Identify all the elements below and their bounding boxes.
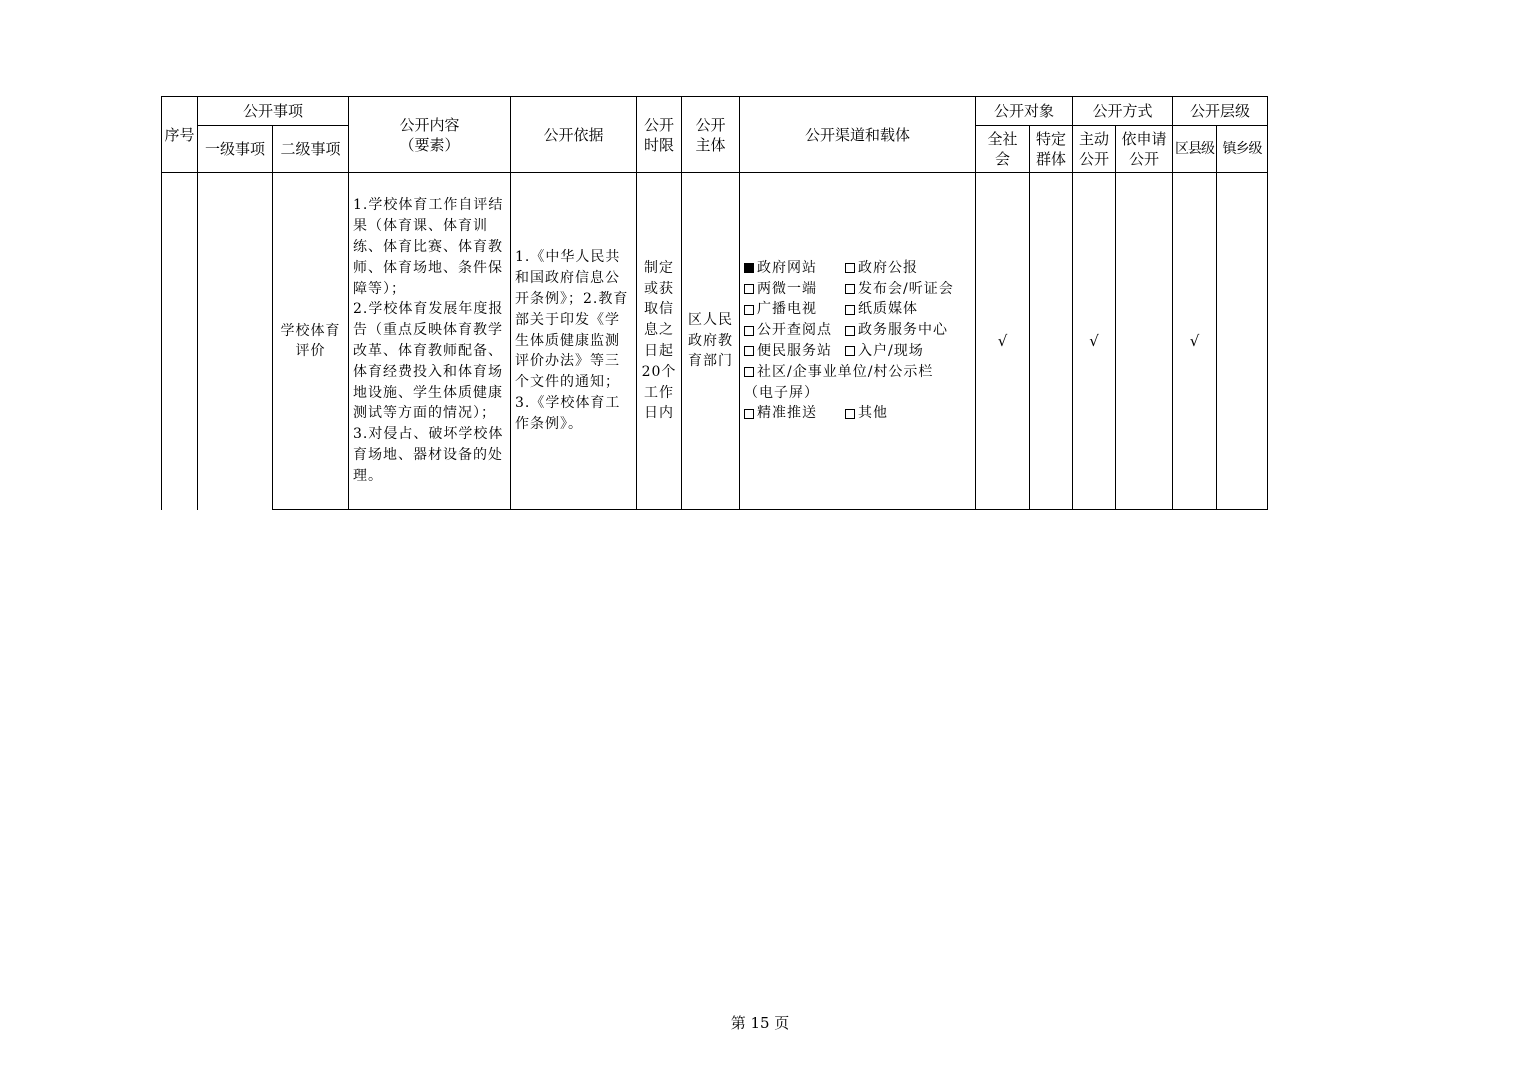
channel-option	[744, 299, 845, 320]
header-level1: 一级事项	[198, 126, 273, 173]
channel-option-label: 政府公报	[858, 259, 918, 276]
header-subject: 公开 主体	[682, 97, 740, 173]
channel-option	[744, 341, 845, 362]
channel-option	[845, 279, 954, 300]
channel-option-label: （电子屏）	[744, 384, 819, 401]
header-items-group: 公开事项	[198, 97, 349, 126]
channel-option-label: 精准推送	[757, 405, 817, 422]
channel-option-label: 政务服务中心	[858, 322, 948, 339]
unchecked-box-icon	[845, 305, 855, 315]
channel-option-label: 政府网站	[757, 259, 817, 276]
row-target-specific	[1030, 173, 1073, 510]
unchecked-box-icon	[744, 367, 754, 377]
row-subject: 区人民 政府教 育部门	[682, 173, 740, 510]
header-time-limit: 公开 时限	[637, 97, 682, 173]
header-basis: 公开依据	[511, 97, 637, 173]
header-method-apply: 依申请 公开	[1116, 126, 1173, 173]
unchecked-box-icon	[744, 346, 754, 356]
channel-row	[744, 383, 975, 404]
checked-box-icon	[744, 263, 754, 273]
channel-row	[744, 403, 975, 424]
channel-option-label: 社区/企事业单位/村公示栏	[757, 363, 934, 380]
row-basis: 1.《中华人民共和国政府信息公开条例》；2.教育部关于印发《学生体质健康监测评价办法》等三个文件的通知；3.《学校体育工作条例》。	[511, 173, 637, 510]
channel-row	[744, 362, 975, 383]
channel-option-label: 便民服务站	[757, 343, 832, 359]
channel-option	[744, 383, 819, 404]
row-time-limit: 制定 或获 取信 息之 日起 20个 工作 日内	[637, 173, 682, 510]
channel-row	[744, 299, 975, 320]
channel-row	[744, 320, 975, 341]
header-level-district: 区县级	[1173, 126, 1217, 173]
channel-row	[744, 279, 975, 300]
unchecked-box-icon	[845, 346, 855, 356]
header-level-group: 公开层级	[1173, 97, 1268, 126]
channel-row	[744, 341, 975, 362]
unchecked-box-icon	[744, 326, 754, 336]
unchecked-box-icon	[744, 305, 754, 315]
row-level-town	[1217, 173, 1268, 510]
header-target-all: 全社 会	[976, 126, 1030, 173]
header-level2: 二级事项	[273, 126, 349, 173]
channel-option	[744, 362, 933, 383]
channel-option-label: 纸质媒体	[858, 301, 918, 318]
row-channels	[740, 173, 976, 510]
header-content: 公开内容 （要素）	[349, 97, 511, 173]
header-seq: 序号	[162, 97, 198, 173]
header-target-group: 公开对象	[976, 97, 1073, 126]
unchecked-box-icon	[744, 284, 754, 294]
channel-option	[744, 403, 845, 424]
row-target-all: √	[976, 173, 1030, 510]
channel-option	[744, 258, 845, 279]
unchecked-box-icon	[744, 409, 754, 419]
header-channel: 公开渠道和载体	[740, 97, 976, 173]
row-level-district: √	[1173, 173, 1217, 510]
disclosure-table	[161, 96, 1268, 510]
channel-option-label: 广播电视	[757, 301, 817, 318]
channel-option	[845, 403, 888, 424]
unchecked-box-icon	[845, 409, 855, 419]
channel-option-label: 公开查阅点	[757, 322, 832, 339]
channel-row	[744, 258, 975, 279]
header-method-group: 公开方式	[1073, 97, 1173, 126]
unchecked-box-icon	[845, 263, 855, 273]
row-level1	[198, 173, 273, 510]
disclosure-table-sheet	[161, 96, 1268, 510]
channel-option	[744, 279, 845, 300]
row-level2: 学校体育 评价	[273, 173, 349, 510]
unchecked-box-icon	[845, 284, 855, 294]
channel-option	[845, 258, 918, 279]
channel-option-label: 发布会/听证会	[858, 280, 954, 297]
channel-option-label: 入户/现场	[858, 343, 924, 359]
unchecked-box-icon	[845, 326, 855, 336]
channel-option	[845, 341, 924, 362]
header-target-specific: 特定 群体	[1030, 126, 1073, 173]
row-method-active: √	[1073, 173, 1116, 510]
page-number: 第 15 页	[730, 1014, 790, 1032]
channel-option	[744, 320, 845, 341]
channel-option-label: 其他	[858, 405, 888, 422]
channel-option	[845, 320, 948, 341]
row-method-apply	[1116, 173, 1173, 510]
row-content: 1.学校体育工作自评结果（体育课、体育训练、体育比赛、体育教师、体育场地、条件保障等）； 2.学校体育发展年度报告（重点反映体育教学改革、体育教师配备、体育经费投入和体育场地设施、学生体质健康测试等方面的情况）；3.对侵占、破坏学校体育场地、器材设备的处理。	[349, 173, 511, 510]
row-seq	[162, 173, 198, 510]
channel-option-label: 两微一端	[757, 280, 817, 297]
channel-option	[845, 299, 918, 320]
channel-checklist	[740, 258, 975, 424]
header-level-town: 镇乡级	[1217, 126, 1268, 173]
header-method-active: 主动 公开	[1073, 126, 1116, 173]
